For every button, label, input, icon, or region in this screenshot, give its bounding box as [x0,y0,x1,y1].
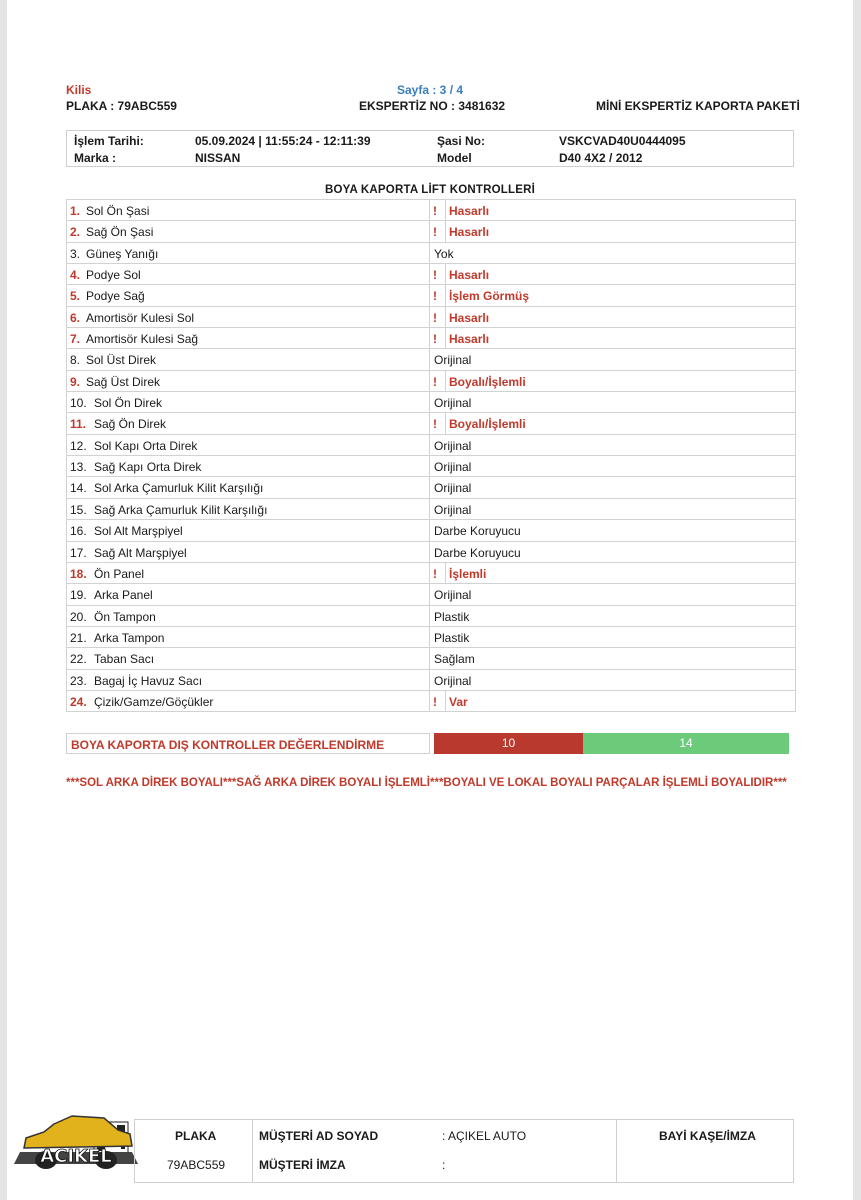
customer-name-value: : AÇIKEL AUTO [442,1129,527,1143]
check-item-name: Arka Tampon [94,630,165,645]
check-number: 9. [70,374,81,389]
customer-sign-value: : [442,1158,446,1172]
check-status: Orijinal [434,481,472,496]
check-row [67,264,795,285]
check-status: Yok [434,246,454,261]
check-status: Orijinal [434,396,472,411]
model-value: D40 4X2 / 2012 [559,151,643,165]
check-item-name: Çizik/Gamze/Göçükler [94,694,214,709]
footer-plate-value: 79ABC559 [167,1158,226,1172]
check-item-name: Ön Panel [94,566,145,581]
check-status: Orijinal [434,502,472,517]
check-item-name: Arka Panel [94,588,153,603]
warning-icon: ! [433,694,437,709]
date-value: 05.09.2024 | 11:55:24 - 12:11:39 [195,134,371,148]
check-status: Darbe Koruyucu [434,524,521,539]
check-number: 11. [70,417,87,432]
check-item-name: Sol Üst Direk [86,353,157,368]
check-status: Hasarlı [449,332,490,347]
check-number: 2. [70,225,81,240]
check-row [67,349,795,370]
customer-name-label: MÜŞTERİ AD SOYAD [259,1129,379,1143]
check-number: 15. [70,502,87,517]
evaluation-label: BOYA KAPORTA DIŞ KONTROLLER DEĞERLENDİRME [66,733,430,754]
page-indicator: Sayfa : 3 / 4 [397,83,464,97]
check-item-name: Podye Sağ [86,289,145,304]
check-status: Orijinal [434,460,472,475]
plate-header: PLAKA : 79ABC559 [66,99,177,113]
check-item-name: Güneş Yanığı [86,246,159,261]
ok-count-bar: 14 [583,733,789,754]
date-label: İşlem Tarihi: [74,134,144,148]
check-item-name: Sol Ön Direk [94,396,163,411]
check-item-name: Podye Sol [86,268,141,283]
check-number: 12. [70,438,87,453]
check-status: Orijinal [434,438,472,453]
check-status: Plastik [434,630,470,645]
check-number: 8. [70,353,81,368]
check-row [67,328,795,349]
check-row [67,584,795,605]
check-row [67,648,795,669]
chassis-value: VSKCVAD40U0444095 [559,134,686,148]
warning-icon: ! [433,566,437,581]
check-status: Var [449,694,468,709]
check-row [67,627,795,648]
check-number: 17. [70,545,87,560]
report-page [7,0,853,1200]
check-status: İşlem Görmüş [449,289,530,304]
paint-note: ***SOL ARKA DİREK BOYALI***SAĞ ARKA DİREK BOYALI İŞLEMLİ***BOYALI VE LOKAL BOYALI PARÇALAR İŞLEMLİ BOYALIDIR*** [66,777,787,789]
warning-icon: ! [433,374,437,389]
check-item-name: Sol Ön Şasi [86,204,150,218]
check-row [67,691,795,712]
check-item-name: Amortisör Kulesi Sağ [86,332,199,347]
check-row [67,477,795,498]
check-number: 1. [70,204,81,218]
chassis-label: Şasi No: [437,134,486,148]
warning-icon: ! [433,310,437,325]
check-row [67,285,795,306]
warning-icon: ! [433,268,437,283]
expertise-number: EKSPERTİZ NO : 3481632 [359,99,506,113]
check-item-name: Taban Sacı [94,652,155,667]
check-status: Hasarlı [449,204,490,218]
check-status: Sağlam [434,652,475,667]
car-logo-icon [14,1112,138,1182]
check-row [67,371,795,392]
check-item-name: Sağ Alt Marşpiyel [94,545,187,560]
check-row [67,243,795,264]
check-row [67,563,795,584]
check-status: Boyalı/İşlemli [449,417,526,432]
warning-icon: ! [433,204,437,218]
check-row [67,670,795,691]
check-row [67,606,795,627]
check-row [67,392,795,413]
check-row [67,200,795,221]
warning-icon: ! [433,225,437,240]
check-number: 19. [70,588,87,603]
check-status: Orijinal [434,588,472,603]
check-item-name: Sol Alt Marşpiyel [94,524,183,539]
dealer-stamp-label: BAYİ KAŞE/İMZA [659,1129,756,1143]
check-row [67,542,795,563]
check-status: İşlemli [449,566,487,581]
check-row [67,499,795,520]
brand-label: Marka : [74,151,117,165]
brand-value: NISSAN [195,151,241,165]
city-label: Kilis [66,83,92,97]
check-number: 10. [70,396,87,411]
check-number: 16. [70,524,87,539]
logo-text: ACIKEL [40,1146,112,1167]
warning-icon: ! [433,289,437,304]
footer-plate-label: PLAKA [175,1129,217,1143]
check-row [67,221,795,242]
damaged-count-bar: 10 [434,733,583,754]
check-number: 7. [70,332,81,347]
check-item-name: Bagaj İç Havuz Sacı [94,673,203,688]
check-number: 23. [70,673,87,688]
check-row [67,520,795,541]
check-number: 5. [70,289,81,304]
check-status: Plastik [434,609,470,624]
package-name: MİNİ EKSPERTİZ KAPORTA PAKETİ [596,99,800,113]
check-number: 3. [70,246,81,261]
warning-icon: ! [433,332,437,347]
check-number: 20. [70,609,87,624]
check-number: 6. [70,310,81,325]
check-status: Hasarlı [449,268,490,283]
check-status: Boyalı/İşlemli [449,374,526,389]
check-table [66,199,796,712]
check-item-name: Sağ Kapı Orta Direk [94,460,202,475]
check-status: Hasarlı [449,310,490,325]
vehicle-info-box [66,130,794,167]
check-status: Darbe Koruyucu [434,545,521,560]
check-item-name: Amortisör Kulesi Sol [86,310,195,325]
check-row [67,307,795,328]
signature-footer [134,1119,794,1183]
check-status: Orijinal [434,673,472,688]
check-number: 24. [70,694,87,709]
check-item-name: Ön Tampon [94,609,156,624]
check-number: 22. [70,652,87,667]
section-title: BOYA KAPORTA LİFT KONTROLLERİ [324,184,536,196]
check-row [67,435,795,456]
check-item-name: Sağ Ön Şasi [86,225,154,240]
check-number: 13. [70,460,87,475]
warning-icon: ! [433,417,437,432]
check-row [67,456,795,477]
customer-sign-label: MÜŞTERİ İMZA [259,1158,346,1172]
check-item-name: Sağ Arka Çamurluk Kilit Karşılığı [94,502,268,517]
check-number: 18. [70,566,87,581]
check-item-name: Sağ Ön Direk [94,417,167,432]
check-status: Orijinal [434,353,472,368]
check-number: 21. [70,630,87,645]
check-item-name: Sol Arka Çamurluk Kilit Karşılığı [94,481,264,496]
check-row [67,413,795,434]
check-item-name: Sağ Üst Direk [86,374,161,389]
check-status: Hasarlı [449,225,490,240]
check-number: 14. [70,481,87,496]
model-label: Model [437,151,472,165]
check-item-name: Sol Kapı Orta Direk [94,438,198,453]
check-number: 4. [70,268,81,283]
